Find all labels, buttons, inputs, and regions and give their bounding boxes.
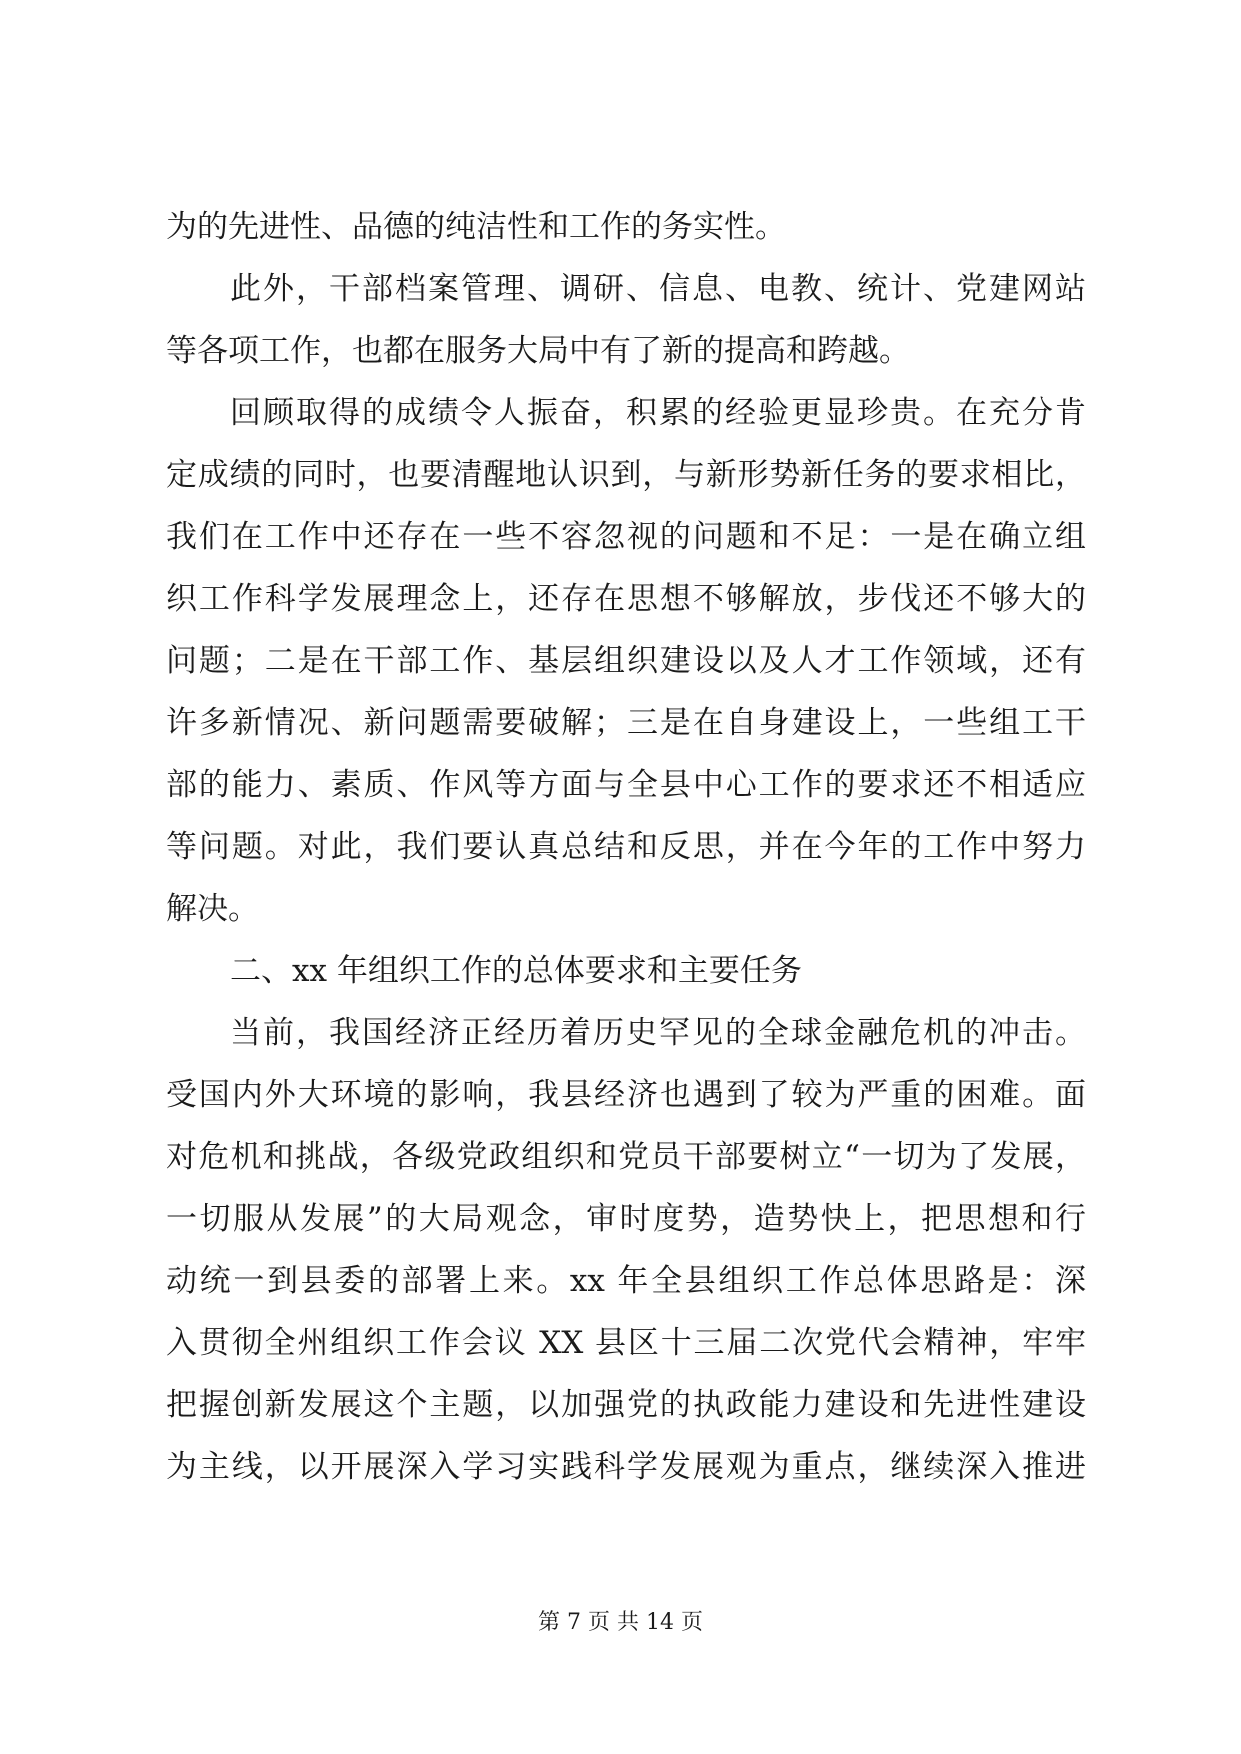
text-line: 此外，干部档案管理、调研、信息、电教、统计、党建网站 (230, 271, 1086, 307)
text-line: 许多新情况、新问题需要破解；三是在自身建设上，一些组工干 (166, 705, 1086, 741)
section-heading: 二、xx 年组织工作的总体要求和主要任务 (230, 953, 802, 989)
text-line: 受国内外大环境的影响，我县经济也遇到了较为严重的困难。面 (166, 1077, 1086, 1113)
text-line: 问题；二是在干部工作、基层组织建设以及人才工作领域，还有 (166, 643, 1086, 679)
text-line: 部的能力、素质、作风等方面与全县中心工作的要求还不相适应 (166, 767, 1086, 803)
text-line: 当前，我国经济正经历着历史罕见的全球金融危机的冲击。 (230, 1015, 1086, 1051)
text-line: 解决。 (166, 891, 259, 927)
text-line: 为主线，以开展深入学习实践科学发展观为重点，继续深入推进 (166, 1449, 1086, 1485)
text-line: 为的先进性、品德的纯洁性和工作的务实性。 (166, 209, 786, 245)
text-line: 入贯彻全州组织工作会议 XX 县区十三届二次党代会精神，牢牢 (166, 1325, 1086, 1361)
text-line: 定成绩的同时，也要清醒地认识到，与新形势新任务的要求相比， (166, 457, 1086, 493)
text-line: 等问题。对此，我们要认真总结和反思，并在今年的工作中努力 (166, 829, 1086, 865)
page-number-footer: 第 7 页 共 14 页 (538, 1610, 703, 1635)
text-line: 动统一到县委的部署上来。xx 年全县组织工作总体思路是：深 (166, 1263, 1086, 1299)
text-line: 对危机和挑战，各级党政组织和党员干部要树立“一切为了发展， (166, 1139, 1086, 1175)
text-line: 织工作科学发展理念上，还存在思想不够解放，步伐还不够大的 (166, 581, 1086, 617)
text-line: 等各项工作，也都在服务大局中有了新的提高和跨越。 (166, 333, 910, 369)
text-line: 一切服从发展”的大局观念，审时度势，造势快上，把思想和行 (166, 1201, 1086, 1237)
text-line: 把握创新发展这个主题，以加强党的执政能力建设和先进性建设 (166, 1387, 1086, 1423)
body-text (166, 196, 1086, 1498)
text-line: 我们在工作中还存在一些不容忽视的问题和不足：一是在确立组 (166, 519, 1086, 555)
text-line: 回顾取得的成绩令人振奋，积累的经验更显珍贵。在充分肯 (230, 395, 1086, 431)
